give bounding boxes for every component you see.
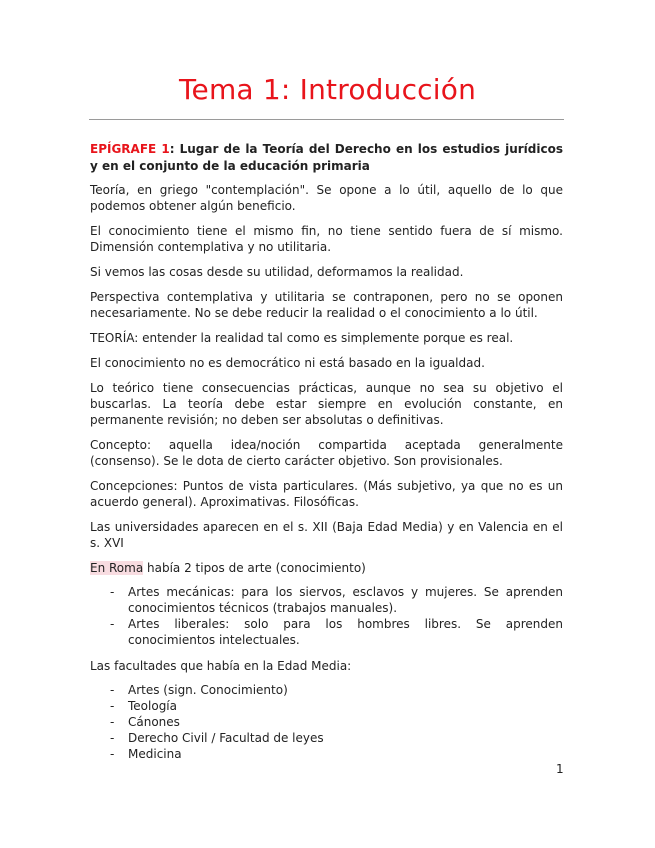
paragraph: Las universidades aparecen en el s. XII (Baja Edad Media) y en Valencia en el s. XVI — [90, 520, 563, 550]
paragraph: Concepciones: Puntos de vista particulares. (Más subjetivo, ya que no es un acuerdo general). Aproximativas. Filosóficas. — [90, 479, 563, 509]
list-item: - Teología — [90, 698, 563, 714]
highlighted-text: En Roma — [90, 561, 144, 575]
paragraph: TEORÍA: entender la realidad tal como es simplemente porque es real. — [90, 331, 514, 345]
list-item: - Medicina — [90, 746, 563, 762]
paragraph: El conocimiento no es democrático ni está basado en la igualdad. — [90, 356, 485, 370]
paragraph: Si vemos las cosas desde su utilidad, deformamos la realidad. — [90, 265, 464, 279]
paragraph: Lo teórico tiene consecuencias prácticas, aunque no sea su objetivo el buscarlas. La teoría debe estar siempre en evolución constante, en permanente revisión; no deben ser absolutas o definitivas. — [90, 381, 563, 427]
paragraph: Perspectiva contemplativa y utilitaria se contraponen, pero no se oponen necesariamente. No se debe reducir la realidad o el conocimiento a lo útil. — [90, 290, 563, 320]
list-item: - Derecho Civil / Facultad de leyes — [90, 730, 563, 746]
roma-paragraph — [90, 560, 563, 576]
paragraph: Concepto: aquella idea/noción compartida aceptada generalmente (consenso). Se le dota de cierto carácter objetivo. Son provisionales. — [90, 438, 563, 468]
section-heading — [90, 141, 563, 174]
roma-text: había 2 tipos de arte (conocimiento) — [143, 561, 366, 575]
list-item: - Cánones — [90, 714, 563, 730]
section-label: EPÍGRAFE 1 — [90, 142, 170, 156]
list-item: - Artes (sign. Conocimiento) — [90, 682, 563, 698]
list-item: - Artes mecánicas: para los siervos, esclavos y mujeres. Se aprenden conocimientos técnicos (trabajos manuales). — [90, 584, 563, 616]
document-body — [90, 141, 563, 772]
section-heading-text: : Lugar de la Teoría del Derecho en los estudios jurídicos y en el conjunto de la educación primaria — [90, 142, 563, 173]
title-divider — [89, 119, 564, 120]
faculties-list — [90, 682, 563, 762]
arts-list — [90, 584, 563, 648]
faculties-intro: Las facultades que había en la Edad Media: — [90, 659, 352, 673]
page-number: 1 — [556, 762, 564, 776]
paragraph: El conocimiento tiene el mismo fin, no tiene sentido fuera de sí mismo. Dimensión contemplativa y no utilitaria. — [90, 224, 563, 254]
paragraph: Teoría, en griego "contemplación". Se opone a lo útil, aquello de lo que podemos obtener algún beneficio. — [90, 183, 563, 213]
page-title: Tema 1: Introducción — [178, 73, 477, 106]
list-item: - Artes liberales: solo para los hombres libres. Se aprenden conocimientos intelectuales. — [90, 616, 563, 648]
